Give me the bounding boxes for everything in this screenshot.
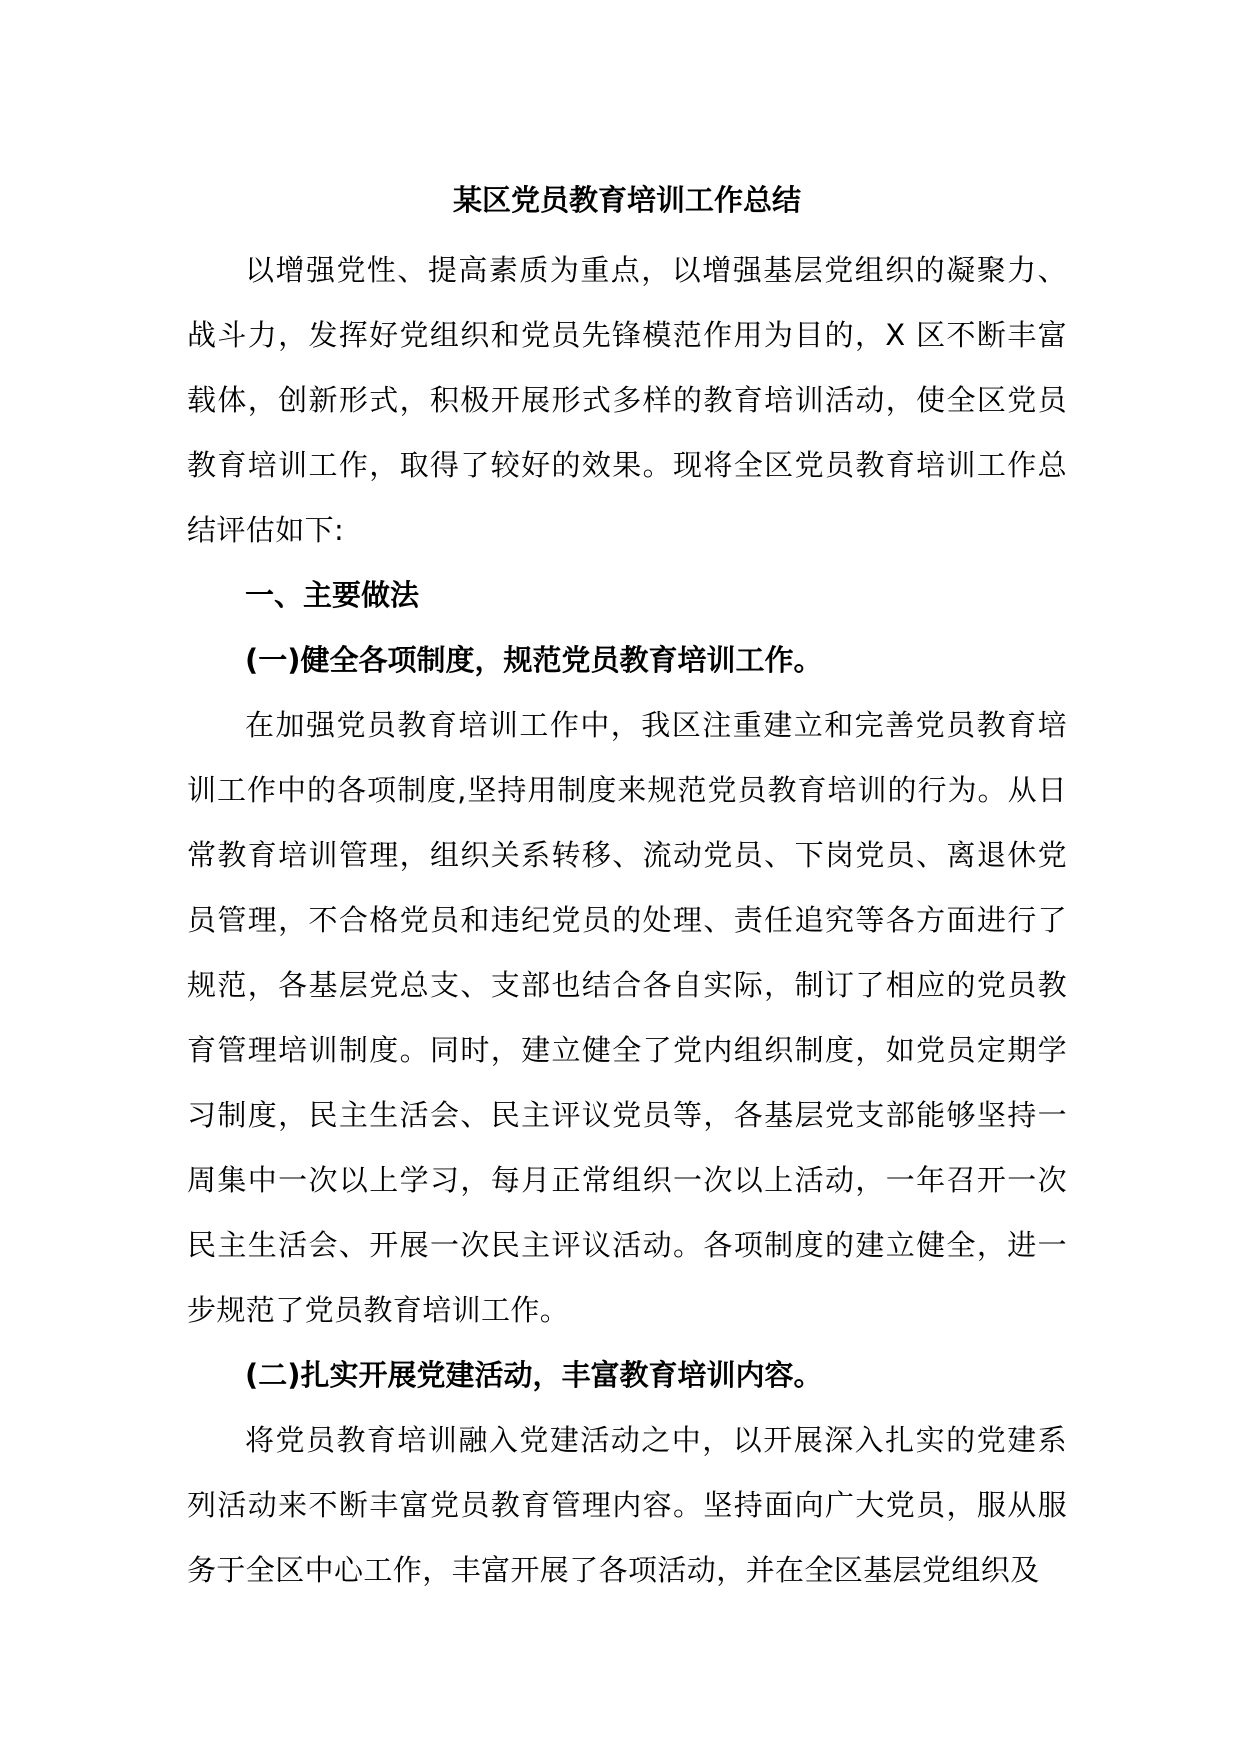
section-heading-main-practices: 一、主要做法: [245, 578, 420, 612]
subsection-2-paragraph: 将党员教育培训融入党建活动之中，以开展深入扎实的党建系列活动来不断丰富党员教育管理内容。坚持面向广大党员，服从服务于全区中心工作，丰富开展了各项活动，并在全区基层党组织及: [187, 1423, 1067, 1587]
subsection-heading-2: (二)扎实开展党建活动，丰富教育培训内容。: [245, 1358, 823, 1392]
document-body: [187, 170, 1067, 1603]
intro-paragraph: 以增强党性、提高素质为重点，以增强基层党组织的凝聚力、战斗力，发挥好党组织和党员先锋模范作用为目的，X 区不断丰富载体，创新形式，积极开展形式多样的教育培训活动，使全区党员教育培训工作，取得了较好的效果。现将全区党员教育培训工作总结评估如下:: [187, 253, 1067, 547]
subsection-1-paragraph: 在加强党员教育培训工作中，我区注重建立和完善党员教育培训工作中的各项制度,坚持用制度来规范党员教育培训的行为。从日常教育培训管理，组织关系转移、流动党员、下岗党员、离退休党员管理，不合格党员和违纪党员的处理、责任追究等各方面进行了规范，各基层党总支、支部也结合各自实际，制订了相应的党员教育管理培训制度。同时，建立健全了党内组织制度，如党员定期学习制度，民主生活会、民主评议党员等，各基层党支部能够坚持一周集中一次以上学习，每月正常组织一次以上活动，一年召开一次民主生活会、开展一次民主评议活动。各项制度的建立健全，进一步规范了党员教育培训工作。: [187, 708, 1067, 1327]
subsection-heading-1: (一)健全各项制度，规范党员教育培训工作。: [245, 643, 823, 677]
document-title: 某区党员教育培训工作总结: [452, 183, 801, 217]
